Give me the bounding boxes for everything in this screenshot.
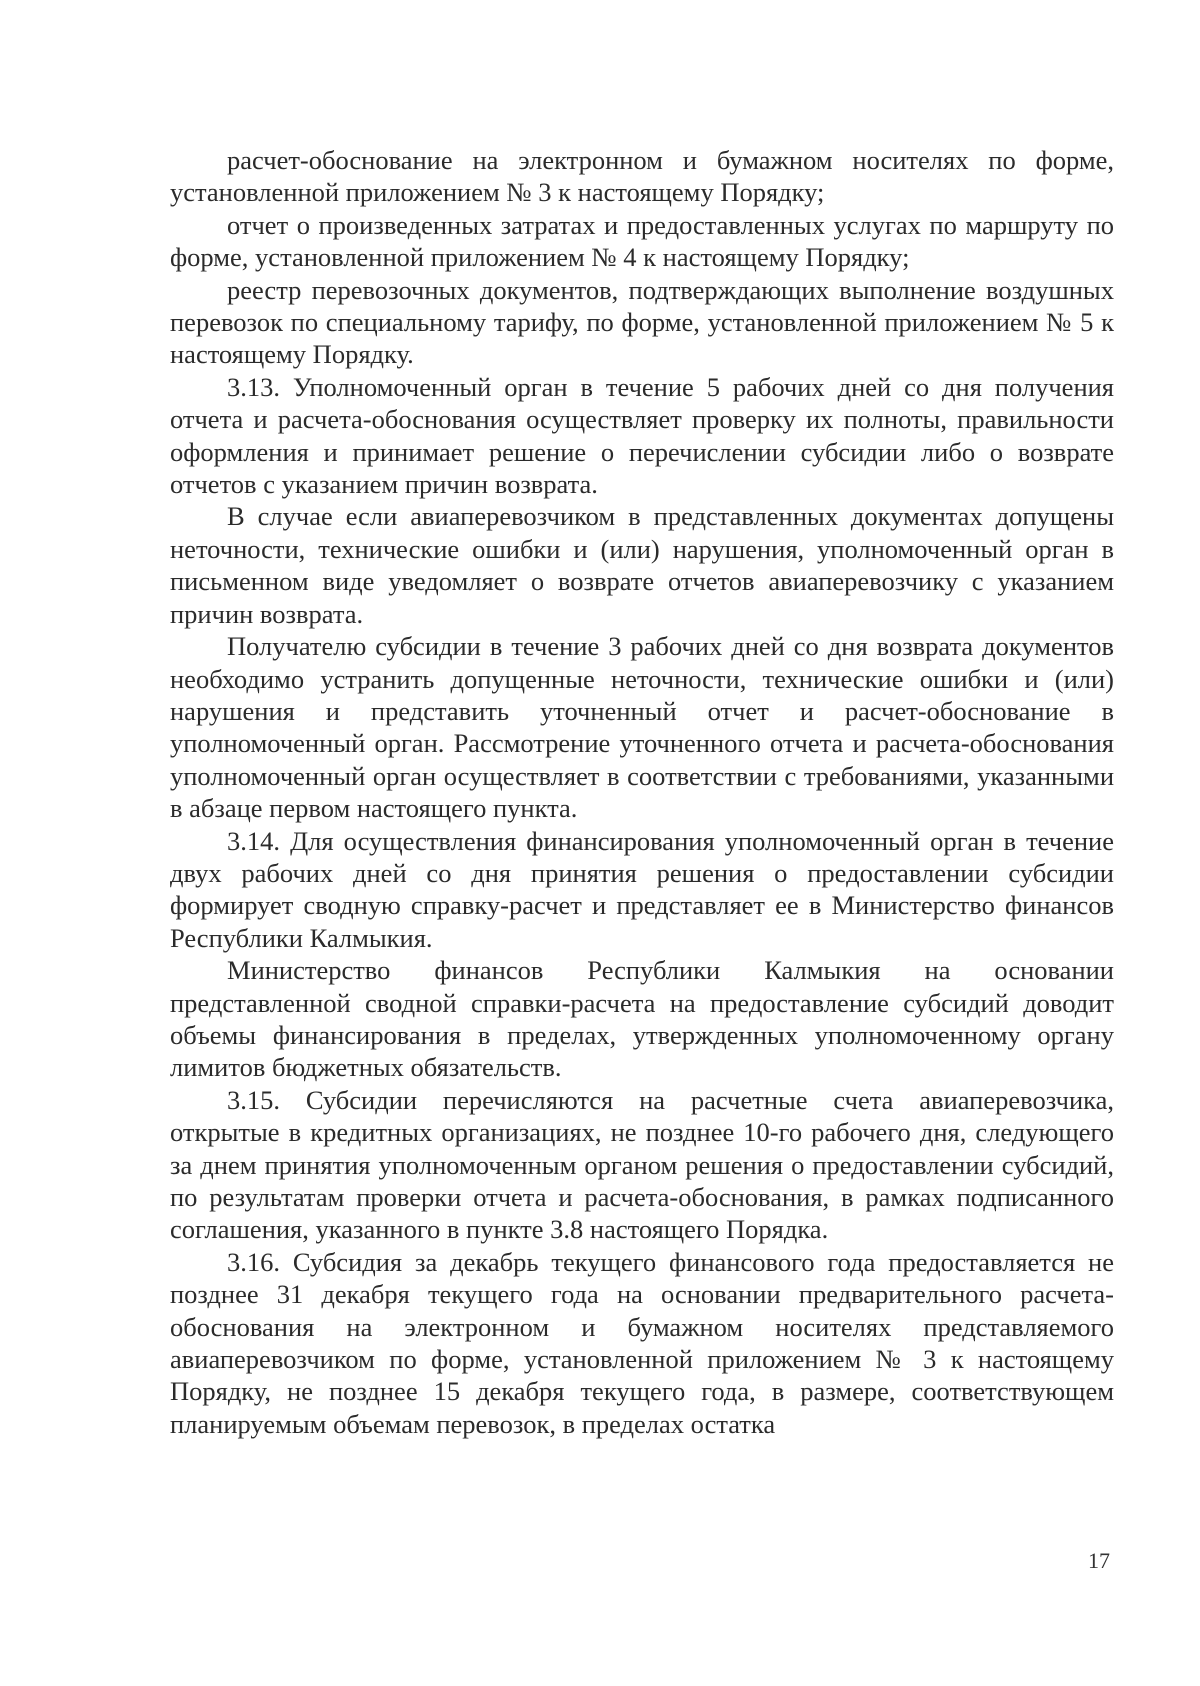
document-body [170, 144, 1114, 1440]
paragraph-errors-notification: В случае если авиаперевозчиком в представленных документах допущены неточности, технические ошибки и (или) нарушения, уполномоченный орган в письменном виде уведомляет о возврате отчетов авиаперевозчику с указанием причин возврата. [170, 501, 1114, 629]
paragraph-expense-report: отчет о произведенных затратах и предоставленных услугах по маршруту по форме, установленной приложением № 4 к настоящему Порядку; [170, 209, 1114, 273]
paragraph-clause-3-16: 3.16. Субсидия за декабрь текущего финансового года предоставляется не позднее 31 декабря текущего года на основании предварительного расчета-обоснования на электронном и бумажном носителях представляемого авиаперевозчиком по форме, установленной приложением № 3 к настоящему Порядку, не позднее 15 декабря текущего года, в размере, соответствующем планируемым объемам перевозок, в пределах остатка [170, 1246, 1114, 1439]
paragraph-transport-documents-registry: реестр перевозочных документов, подтверждающих выполнение воздушных перевозок по специальному тарифу, по форме, установленной приложением № 5 к настоящему Порядку. [170, 274, 1114, 370]
paragraph-clause-3-13: 3.13. Уполномоченный орган в течение 5 рабочих дней со дня получения отчета и расчета-обоснования осуществляет проверку их полноты, правильности оформления и принимает решение о перечислении субсидии либо о возврате отчетов с указанием причин возврата. [170, 371, 1114, 500]
paragraph-corrections: Получателю субсидии в течение 3 рабочих дней со дня возврата документов необходимо устранить допущенные неточности, технические ошибки и (или) нарушения и представить уточненный отчет и расчет-обоснование в уполномоченный орган. Рассмотрение уточненного отчета и расчета-обоснования уполномоченный орган осуществляет в соответствии с требованиями, указанными в абзаце первом настоящего пункта. [170, 631, 1114, 824]
paragraph-ministry-funding: Министерство финансов Республики Калмыкия на основании представленной сводной справки-расчета на предоставление субсидий доводит объемы финансирования в пределах, утвержденных уполномоченному органу лимитов бюджетных обязательств. [170, 955, 1114, 1083]
page-number: 17 [1088, 1548, 1110, 1573]
paragraph-calculation-justification: расчет-обоснование на электронном и бумажном носителях по форме, установленной приложением № 3 к настоящему Порядку; [170, 145, 1114, 208]
paragraph-clause-3-14: 3.14. Для осуществления финансирования уполномоченный орган в течение двух рабочих дней со дня принятия решения о предоставлении субсидии формирует сводную справку-расчет и представляет ее в Министерство финансов Республики Калмыкия. [170, 825, 1114, 953]
paragraph-clause-3-15: 3.15. Субсидии перечисляются на расчетные счета авиаперевозчика, открытые в кредитных организациях, не позднее 10-го рабочего дня, следующего за днем принятия уполномоченным органом решения о предоставлении субсидий, по результатам проверки отчета и расчета-обоснования, в рамках подписанного соглашения, указанного в пункте 3.8 настоящего Порядка. [170, 1084, 1114, 1245]
